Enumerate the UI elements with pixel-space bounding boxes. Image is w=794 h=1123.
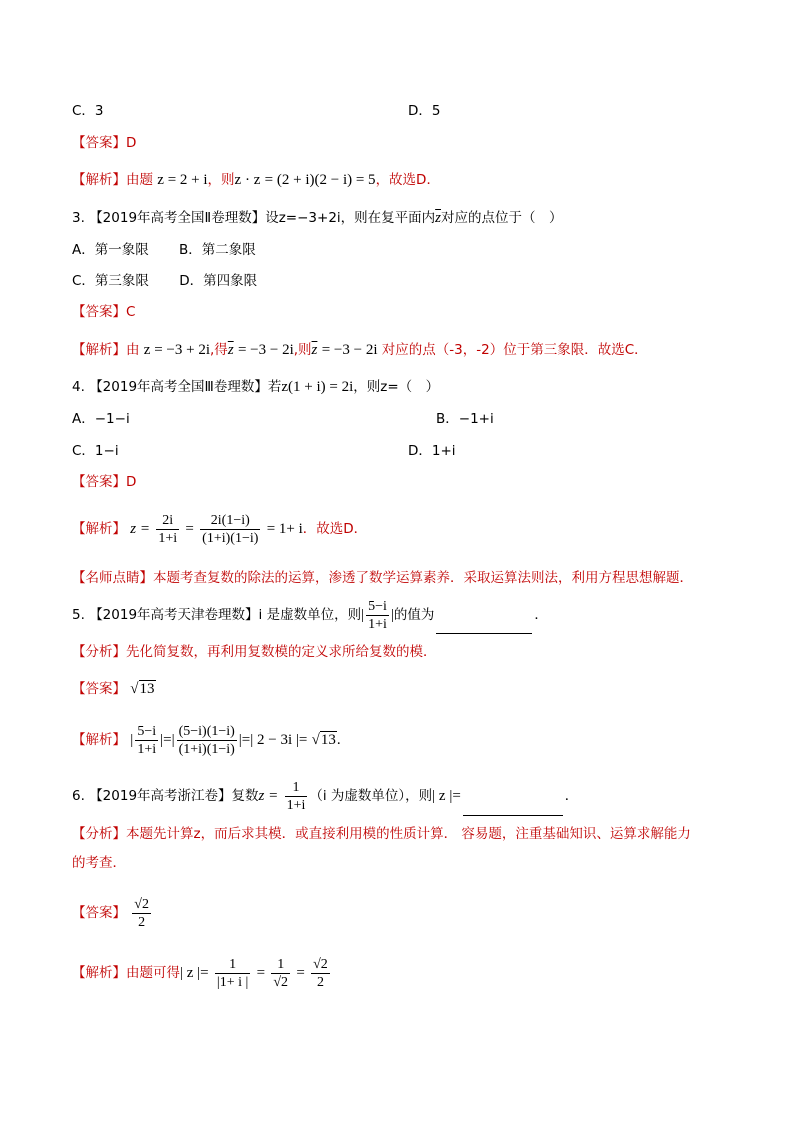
math-expression: z = −3 + 2i: [143, 342, 211, 358]
math-z-bar: $\overline{z}$: [311, 342, 318, 358]
q3-stem: [72, 208, 563, 228]
math-expression: = −3 − 2i: [237, 342, 294, 358]
analysis-tag: 【解析】: [72, 521, 126, 537]
fraction: [271, 956, 290, 991]
math-z-bar: $\overline{z}$: [227, 342, 234, 358]
analysis-text: 对应的点（-3，-2）位于第三象限．故选C．: [381, 342, 648, 358]
analysis-tag: 【分析】: [72, 826, 126, 842]
question-number: 6.: [72, 788, 85, 804]
analysis-text: ，则: [207, 172, 235, 188]
option-b: B．第二象限: [179, 242, 256, 258]
analysis-text: ，故选D．: [375, 172, 440, 188]
answer-blank[interactable]: [463, 801, 563, 816]
q2-option-d: D．5: [408, 103, 441, 119]
math-expression: = (2 + i)(2 − i) = 5: [264, 172, 376, 188]
fraction-numerator: (5−i)(1−i): [178, 723, 235, 739]
question-text: ．: [534, 607, 548, 623]
fraction-denominator: 1+i: [158, 530, 178, 546]
analysis-tag: 【解析】: [72, 172, 126, 188]
answer-tag: 【答案】: [72, 135, 126, 151]
option-c: C．第三象限: [72, 273, 149, 289]
fraction: [156, 512, 179, 547]
q4-stem: [72, 377, 439, 397]
analysis-text: ,得: [210, 342, 228, 358]
analysis-text: ,则: [293, 342, 312, 358]
q6-pre-analysis-line2: 的考查．: [72, 855, 126, 871]
analysis-text: 由题可得: [126, 965, 180, 981]
fraction-numerator: 5−i: [368, 598, 387, 614]
fraction: [215, 956, 250, 991]
q6-stem: [72, 776, 578, 816]
q4-option-b: B．−1+i: [436, 411, 494, 427]
note-tag: 【名师点睛】: [72, 570, 153, 586]
question-text: 若: [267, 379, 282, 395]
math-z-bar: $\overline{z}$: [435, 210, 441, 226]
q4-answer: [72, 472, 136, 492]
q5-stem: 5. 【2019年高考天津卷理数】i 是虚数单位，则| $\frac{5-i}{1+i}$ |的值为 ．: [72, 596, 548, 634]
question-text: 的值为: [393, 607, 435, 623]
question-text: （i 为虚数单位），则: [309, 788, 433, 804]
q5-analysis: 【解析】 | $\frac{5-i}{1+i}$ |=| $\frac{(5-i)(1-i)}{(1+i)(1-i)}$ |=| 2 − 3i |= √13.: [72, 718, 341, 762]
fraction-numerator: 5−i: [137, 723, 157, 739]
q3-analysis: [72, 340, 648, 360]
q4-analysis: [72, 510, 367, 548]
note-text: 本题考查复数的除法的运算，渗透了数学运算素养．采取运算法则法，利用方程思想解题．: [153, 570, 693, 586]
analysis-tag: 【解析】: [72, 965, 126, 981]
math-expression: | z |=: [180, 965, 209, 981]
math-expression: z =: [130, 521, 151, 537]
math-expression: z = 2 + i: [157, 172, 208, 188]
q3-options-ab: [72, 240, 256, 260]
q5-answer: [72, 679, 156, 699]
question-source: 【2019年高考浙江卷】: [89, 788, 232, 804]
fraction: [177, 723, 237, 758]
q3-answer: [72, 302, 135, 322]
math-expression: = 1+ i: [266, 521, 303, 537]
analysis-tag: 【解析】: [72, 732, 126, 748]
fraction-denominator: 2: [316, 974, 324, 990]
fraction-denominator: 2: [138, 914, 146, 930]
math-expression: z · z: [234, 172, 261, 188]
fraction-numerator: √2: [134, 896, 149, 912]
fraction-numerator: 1: [271, 956, 290, 974]
fraction: [311, 956, 330, 991]
radicand: 13: [320, 732, 336, 748]
question-source: 【2019年高考天津卷理数】: [89, 607, 259, 623]
q5-pre-analysis: [72, 642, 437, 662]
fraction: [200, 512, 260, 547]
option-a: A．第一象限: [72, 242, 149, 258]
question-source: 【2019年高考全国Ⅲ卷理数】: [89, 379, 268, 395]
math-expression: | z |=: [432, 788, 461, 804]
fraction-numerator: 1: [215, 956, 250, 974]
fraction-denominator: 1+i: [368, 616, 387, 632]
sqrt-expression: √13: [311, 732, 336, 748]
q3-options-cd: [72, 271, 257, 291]
q6-answer: [72, 890, 153, 936]
q4-option-a: A．−1−i: [72, 411, 130, 427]
answer-tag: 【答案】: [72, 681, 126, 697]
question-text: i 是虚数单位，则: [258, 607, 362, 623]
fraction-denominator: 1+i: [137, 741, 157, 757]
analysis-text: ．故选D．: [302, 521, 368, 537]
q2-options-row: [72, 101, 104, 121]
question-text: ．: [564, 788, 579, 804]
answer-tag: 【答案】: [72, 304, 126, 320]
equals-sign: =: [296, 965, 305, 981]
analysis-text: 本题先计算z，而后求其模．或直接利用模的性质计算． 容易题，注重基础知识、运算求解能力: [126, 826, 691, 842]
sqrt-expression: √13: [130, 681, 155, 697]
fraction: [135, 723, 158, 758]
q6-pre-analysis-line1: [72, 824, 691, 844]
answer-value: D: [126, 135, 137, 151]
question-source: 【2019年高考全国Ⅱ卷理数】: [89, 210, 266, 226]
question-number: 4.: [72, 379, 85, 395]
answer-tag: 【答案】: [72, 474, 126, 490]
option-d: D．第四象限: [179, 273, 258, 289]
fraction-numerator: 2i(1−i): [200, 512, 260, 530]
answer-value: C: [126, 304, 136, 320]
answer-value: D: [126, 474, 137, 490]
question-number: 5.: [72, 607, 85, 623]
q6-analysis: [72, 950, 332, 996]
fraction-denominator: |1+ i |: [216, 974, 249, 990]
question-text: 设z=−3+2i，则在复平面内: [265, 210, 436, 226]
equals-sign: =: [256, 965, 266, 981]
q2-analysis: [72, 170, 440, 190]
q2-option-c: C．3: [72, 103, 104, 119]
math-expression: |=| 2 − 3i |=: [238, 732, 308, 748]
fraction-numerator: 2i: [156, 512, 179, 530]
math-expression: |=|: [160, 732, 175, 748]
radicand: 13: [139, 681, 155, 697]
fraction-numerator: 1: [285, 779, 308, 797]
math-expression: z(1 + i) = 2i: [281, 379, 354, 395]
fraction: [132, 896, 151, 931]
analysis-text: 由题: [126, 172, 153, 188]
fraction-denominator: (1+i)(1−i): [202, 530, 259, 546]
question-number: 3.: [72, 210, 85, 226]
question-text: ，则z=（ ）: [353, 379, 440, 395]
equals-sign: =: [185, 521, 194, 537]
fraction-denominator: 1+i: [286, 797, 306, 813]
q4-option-c: C．1−i: [72, 443, 119, 459]
answer-tag: 【答案】: [72, 905, 126, 921]
analysis-text: 由: [126, 342, 140, 358]
q4-note: [72, 568, 693, 588]
analysis-tag: 【分析】: [72, 644, 126, 660]
fraction-denominator: √2: [273, 974, 289, 990]
math-expression: .: [336, 732, 341, 748]
fraction: [366, 598, 389, 633]
analysis-text: 先化简复数，再利用复数模的定义求所给复数的模．: [126, 644, 437, 660]
analysis-tag: 【解析】: [72, 342, 126, 358]
math-expression: z =: [258, 788, 279, 804]
question-text: 对应的点位于（ ）: [441, 210, 563, 226]
q2-answer: [72, 133, 136, 153]
q4-option-d: D．1+i: [408, 443, 456, 459]
math-expression: = −3 − 2i: [321, 342, 378, 358]
fraction: [285, 779, 308, 814]
answer-blank[interactable]: [436, 619, 532, 634]
fraction-numerator: √2: [313, 956, 328, 972]
fraction-denominator: (1+i)(1−i): [178, 741, 235, 757]
question-text: 复数: [231, 788, 259, 804]
